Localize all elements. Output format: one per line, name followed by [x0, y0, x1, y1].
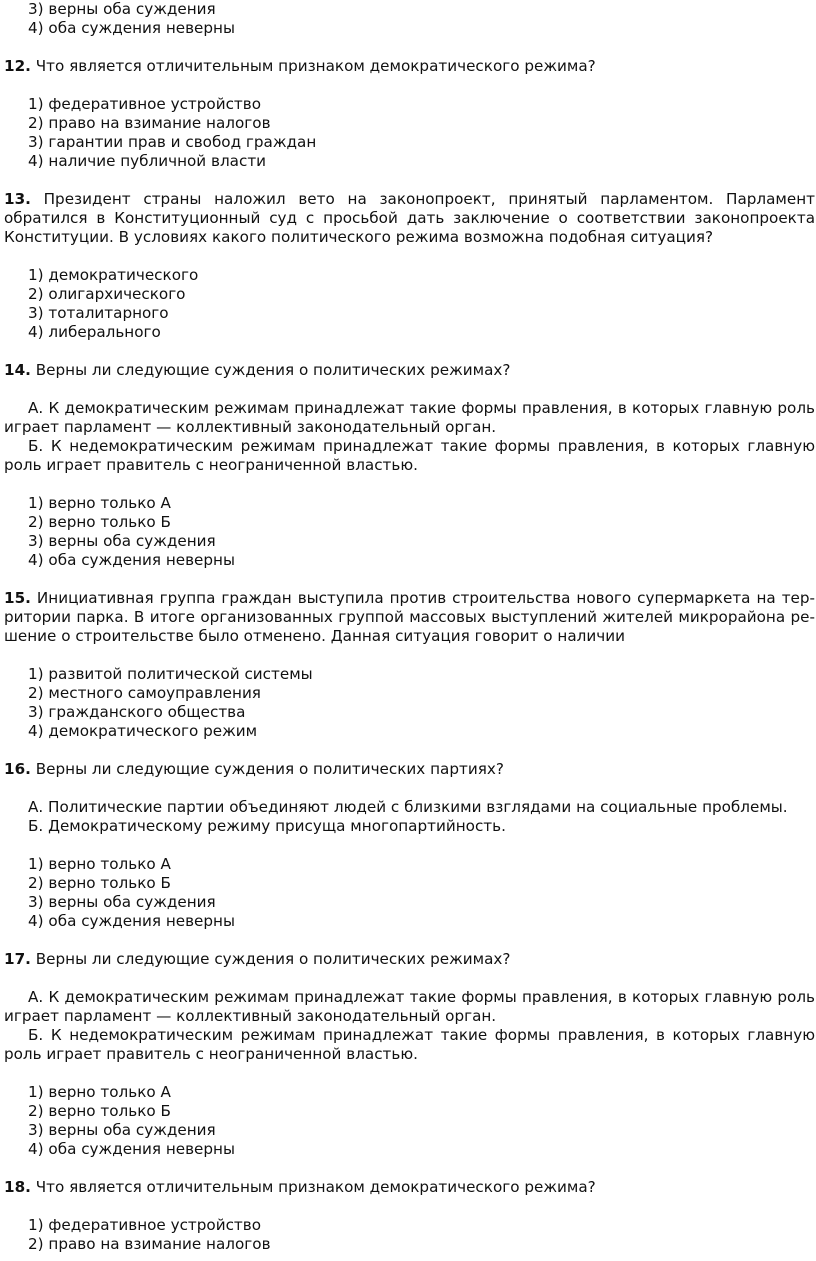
question-18 — [4, 1178, 815, 1197]
answer-options — [4, 1216, 815, 1254]
question-text: Верны ли следующие суждения о политических партиях? — [35, 760, 504, 778]
question-text: Президент страны наложил вето на законопроект, принятый парламентом. Парламент обратился в Конституционный суд с просьбой дать заключение о соответствии законопроекта Конституции. В условиях какого политического режима возможна подобная ситуация? — [4, 190, 816, 246]
option: 3) тоталитарного — [28, 304, 169, 322]
option: 2) верно только Б — [28, 1102, 171, 1120]
option: 2) верно только Б — [28, 513, 171, 531]
question-number: 17. — [4, 950, 31, 968]
answer-options — [4, 665, 815, 741]
question-17 — [4, 950, 815, 969]
option: 1) федеративное устройство — [28, 95, 262, 113]
answer-options — [4, 1083, 815, 1159]
question-text: Что является отличительным признаком демократического режима? — [35, 1178, 596, 1196]
option: 3) верны оба суждения — [28, 1121, 216, 1139]
option: 2) олигархического — [28, 285, 186, 303]
option: 3) верны оба суждения — [28, 893, 216, 911]
option: 2) право на взимание налогов — [28, 1235, 271, 1253]
option: 2) местного самоуправления — [28, 684, 261, 702]
option: 4) оба суждения неверны — [28, 19, 235, 37]
option: 1) федеративное устройство — [28, 1216, 262, 1234]
answer-options — [4, 494, 815, 570]
option: 4) демократического режим — [28, 722, 258, 740]
statement-b: Б. К недемократическим режимам принадлежат такие формы правления, в которых главную роль играет правитель с неограниченной властью. — [4, 1026, 815, 1063]
question-text: Верны ли следующие суждения о политических режимах? — [35, 950, 511, 968]
statement-b: Б. Демократическому режиму присуща многопартийность. — [28, 817, 506, 835]
option: 4) оба суждения неверны — [28, 1140, 235, 1158]
answer-options — [4, 855, 815, 931]
question-number: 18. — [4, 1178, 31, 1196]
option: 1) верно только А — [28, 1083, 171, 1101]
question-number: 14. — [4, 361, 31, 379]
option: 3) верны оба суждения — [28, 0, 216, 18]
option: 2) право на взимание налогов — [28, 114, 271, 132]
question-number: 16. — [4, 760, 31, 778]
question-13 — [4, 190, 815, 247]
question-14 — [4, 361, 815, 380]
statement-b: Б. К недемократическим режимам принадлежат такие формы правления, в которых главную роль играет правитель с неограниченной властью. — [4, 437, 815, 474]
top-options — [4, 0, 815, 38]
option: 2) верно только Б — [28, 874, 171, 892]
option: 3) гражданского общества — [28, 703, 246, 721]
statement-a: А. Политические партии объединяют людей с близкими взглядами на социальные проблемы. — [28, 798, 788, 816]
option: 1) верно только А — [28, 855, 171, 873]
option: 4) либерального — [28, 323, 161, 341]
option: 3) верны оба суждения — [28, 532, 216, 550]
option: 1) демократического — [28, 266, 199, 284]
option: 3) гарантии прав и свобод граждан — [28, 133, 317, 151]
option: 4) оба суждения неверны — [28, 551, 235, 569]
statement-a: А. К демократическим режимам принадлежат такие формы правления, в которых главную роль играет парламент — коллективный законодательный орган. — [4, 399, 815, 436]
answer-options — [4, 266, 815, 342]
question-number: 12. — [4, 57, 31, 75]
option: 4) наличие публичной власти — [28, 152, 267, 170]
option: 1) верно только А — [28, 494, 171, 512]
question-15 — [4, 589, 815, 646]
question-text: Инициативная группа граждан выступила против строительства нового супермаркета на территории парка. В итоге организованных группой массовых выступлений жителей микрорайона решение о строительстве было отменено. Данная ситуация говорит о наличии — [4, 589, 816, 645]
statement-a: А. К демократическим режимам принадлежат такие формы правления, в которых главную роль играет парламент — коллективный законодательный орган. — [4, 988, 815, 1025]
question-number: 15. — [4, 589, 31, 607]
question-16 — [4, 760, 815, 779]
question-text: Что является отличительным признаком демократического режима? — [35, 57, 596, 75]
option: 4) оба суждения неверны — [28, 912, 235, 930]
question-text: Верны ли следующие суждения о политических режимах? — [35, 361, 511, 379]
option: 1) развитой политической системы — [28, 665, 313, 683]
answer-options — [4, 95, 815, 171]
question-number: 13. — [4, 190, 31, 208]
question-12 — [4, 57, 815, 76]
